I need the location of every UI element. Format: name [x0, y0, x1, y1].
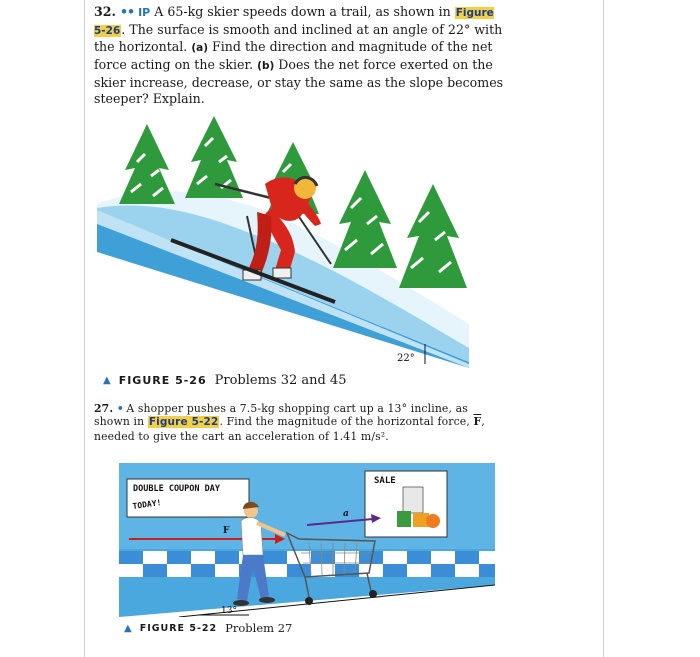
force-symbol: $\overline{F}$ [473, 415, 482, 429]
caption-triangle-icon: ▲ [103, 375, 111, 386]
problem-number: 27. [94, 402, 114, 415]
svg-text:DOUBLE COUPON DAY: DOUBLE COUPON DAY [133, 484, 220, 494]
figure-link[interactable]: Figure 5-26 [94, 7, 494, 37]
sale-poster [365, 471, 447, 537]
angle-label-13: 13° [221, 606, 237, 616]
svg-text:TODAY!: TODAY! [132, 498, 162, 511]
ip-tag: IP [138, 6, 151, 19]
caption-triangle-icon: ▲ [124, 622, 132, 634]
checker-wall [119, 551, 495, 577]
figure-5-22-caption: ▲ FIGURE 5-22 Problem 27 [124, 621, 293, 635]
figure-5-26-caption: ▲ FIGURE 5-26 Problems 32 and 45 [103, 373, 347, 388]
svg-text:SALE: SALE [374, 476, 396, 486]
problem-number: 32. [94, 4, 116, 19]
problem-32: 32. •• IP A 65-kg skier speeds down a trail, as shown in Figure 5-26. The surface is smooth and inclined at an angle of 22° with the horizontal. (a) Find the direction and magnitude of the net force acting on the skier. (b) Does the net force exerted on the skier increase, decrease, or stay the same as the slope becomes steeper? Explain. [94, 4, 504, 106]
figure-5-22-shopper-illustration [119, 463, 495, 617]
figure-5-26-skier-illustration [97, 112, 469, 368]
difficulty-dots: • [116, 402, 123, 415]
acceleration-label: a [343, 509, 349, 519]
part-b-label: (b) [257, 60, 275, 73]
problem-27: 27. • A shopper pushes a 7.5-kg shopping cart up a 13° incline, as shown in Figure 5-22. Find the magnitude of the horizontal force, $\overline{F}$, needed to give the cart an acceleration of 1.41 m/s². [94, 402, 485, 443]
problem-text: A 65-kg skier speeds down a trail, as shown in [150, 4, 455, 19]
figure-link[interactable]: Figure 5-22 [148, 416, 219, 429]
force-label: F [223, 526, 230, 536]
angle-label-22: 22° [397, 353, 415, 364]
coupon-sign [127, 479, 249, 517]
part-a-label: (a) [191, 42, 208, 55]
difficulty-dots: •• [119, 4, 135, 19]
